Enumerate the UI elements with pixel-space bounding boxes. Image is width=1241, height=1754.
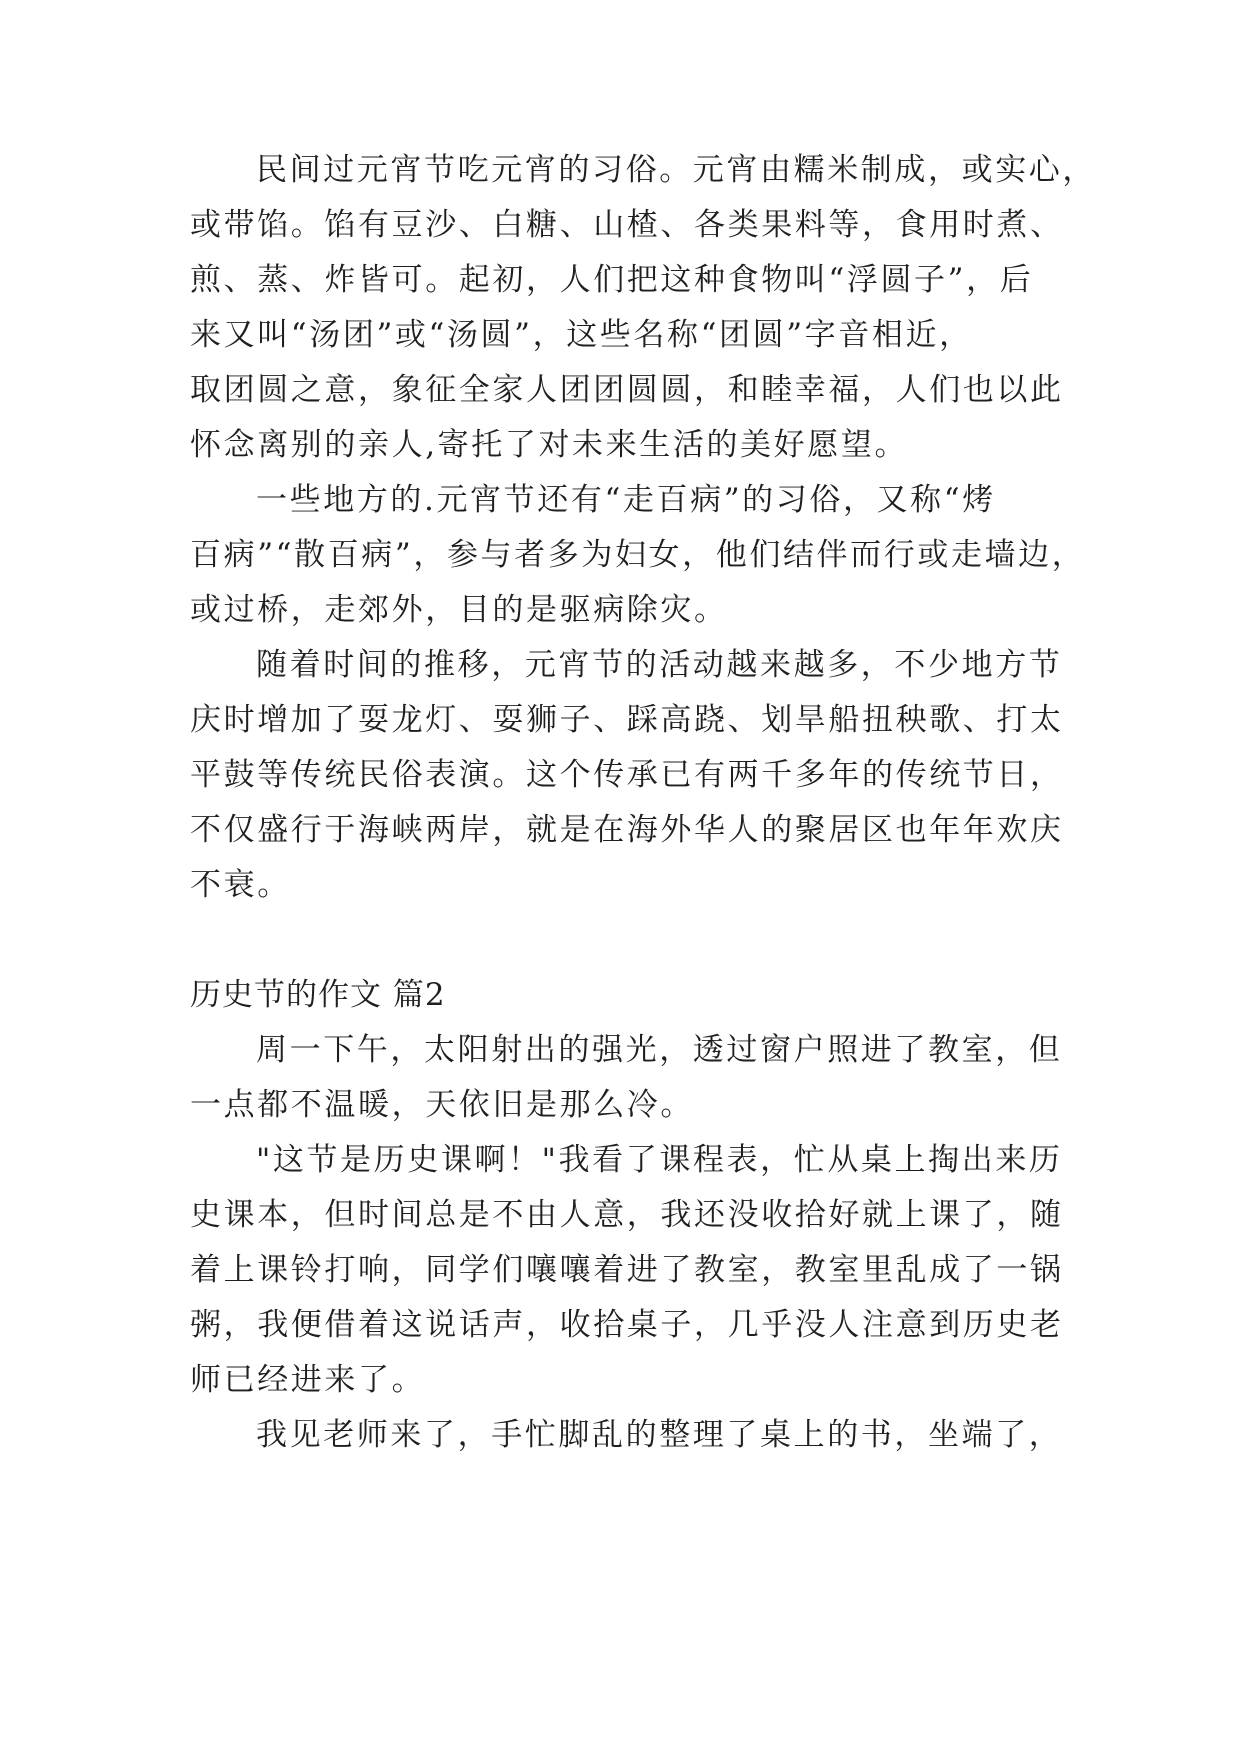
- paragraph-5-line-1: "这节是历史课啊！"我看了课程表，忙从桌上掏出来历: [256, 1142, 1063, 1178]
- paragraph-3-line-1: 随着时间的推移，元宵节的活动越来越多，不少地方节: [256, 647, 1063, 683]
- section-heading: 历史节的作文 篇2: [190, 977, 446, 1013]
- paragraph-1-line-1: 民间过元宵节吃元宵的习俗。元宵由糯米制成，或实心，: [256, 152, 1096, 188]
- paragraph-1-line-4: 来又叫“汤团”或“汤圆”，这些名称“团圆”字音相近，: [190, 317, 973, 353]
- paragraph-5-line-4: 粥，我便借着这说话声，收拾桌子，几乎没人注意到历史老: [190, 1307, 1064, 1343]
- paragraph-1-line-2: 或带馅。馅有豆沙、白糖、山楂、各类果料等，食用时煮、: [190, 207, 1064, 243]
- paragraph-1-line-6: 怀念离别的亲人,寄托了对未来生活的美好愿望。: [190, 427, 909, 463]
- paragraph-6-line-1: 我见老师来了，手忙脚乱的整理了桌上的书，坐端了，: [256, 1417, 1063, 1453]
- paragraph-1-line-5: 取团圆之意，象征全家人团团圆圆，和睦幸福，人们也以此: [190, 372, 1064, 408]
- paragraph-2-line-1: 一些地方的.元宵节还有“走百病”的习俗，又称“烤: [256, 482, 996, 518]
- paragraph-3-line-4: 不仅盛行于海峡两岸，就是在海外华人的聚居区也年年欢庆: [190, 812, 1064, 848]
- paragraph-2-line-3: 或过桥，走郊外，目的是驱病除灾。: [190, 592, 728, 628]
- paragraph-4-line-2: 一点都不温暖，天依旧是那么冷。: [190, 1087, 694, 1123]
- paragraph-2-line-2: 百病”“散百病”，参与者多为妇女，他们结伴而行或走墙边，: [190, 537, 1086, 573]
- paragraph-1-line-3: 煎、蒸、炸皆可。起初，人们把这种食物叫“浮圆子”，后: [190, 262, 1034, 298]
- paragraph-3-line-5: 不衰。: [190, 867, 291, 903]
- paragraph-4-line-1: 周一下午，太阳射出的强光，透过窗户照进了教室，但: [256, 1032, 1063, 1068]
- paragraph-5-line-2: 史课本，但时间总是不由人意，我还没收拾好就上课了，随: [190, 1197, 1064, 1233]
- paragraph-3-line-3: 平鼓等传统民俗表演。这个传承已有两千多年的传统节日，: [190, 757, 1064, 793]
- paragraph-5-line-3: 着上课铃打响，同学们嚷嚷着进了教室，教室里乱成了一锅: [190, 1252, 1064, 1288]
- paragraph-3-line-2: 庆时增加了耍龙灯、耍狮子、踩高跷、划旱船扭秧歌、打太: [190, 702, 1064, 738]
- paragraph-5-line-5: 师已经进来了。: [190, 1362, 426, 1398]
